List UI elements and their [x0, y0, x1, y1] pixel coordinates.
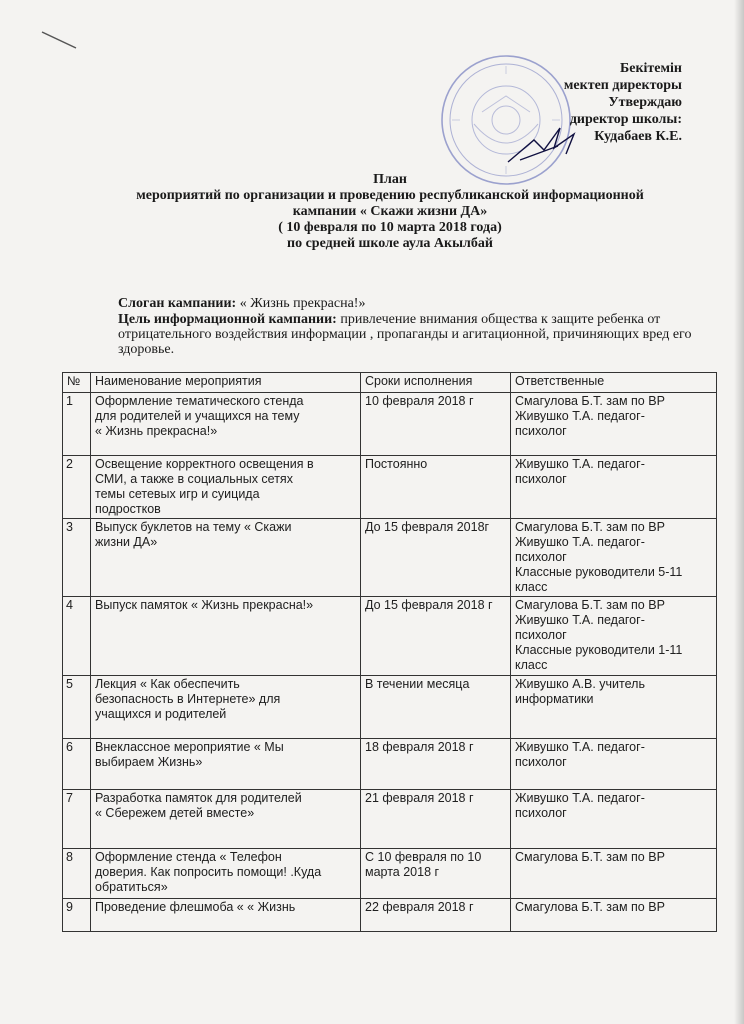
title-line-3: кампании « Скажи жизни ДА»: [292, 204, 488, 219]
row-number: 4: [63, 597, 91, 676]
event-name: Освещение корректного освещения в СМИ, а также в социальных сетях темы сетевых игр и суицида подростков: [91, 456, 361, 519]
event-name: Проведение флешмоба « « Жизнь: [91, 899, 361, 932]
campaign-goal: [118, 312, 698, 357]
table-row: [63, 456, 717, 519]
event-name: Выпуск памяток « Жизнь прекрасна!»: [91, 597, 361, 676]
table-row: [63, 739, 717, 790]
title-line-4: ( 10 февраля по 10 марта 2018 года): [278, 220, 502, 235]
table-header-row: [63, 373, 717, 393]
campaign-slogan: [118, 296, 365, 312]
goal-label: Цель информационной кампании:: [118, 312, 337, 327]
approval-ru-line1: Утверждаю: [608, 95, 682, 110]
title-line-1: План: [373, 172, 407, 187]
approval-ru-line2: директор школы:: [569, 112, 682, 127]
event-responsible: Живушко Т.А. педагог- психолог: [511, 456, 717, 519]
pencil-mark: [40, 30, 80, 52]
event-name: Оформление стенда « Телефон доверия. Как попросить помощи! .Куда обратиться»: [91, 849, 361, 899]
goal-value: привлечение внимания общества к защите ребенка от отрицательного воздействия информации , пропаганды и агитационной, причиняющих вред его здоровье.: [118, 312, 692, 357]
event-deadline: 22 февраля 2018 г: [361, 899, 511, 932]
event-deadline: 18 февраля 2018 г: [361, 739, 511, 790]
header-deadline: Сроки исполнения: [361, 373, 511, 393]
table-row: [63, 899, 717, 932]
event-name: Лекция « Как обеспечить безопасность в Интернете» для учащихся и родителей: [91, 676, 361, 739]
event-responsible: Живушко Т.А. педагог- психолог: [511, 790, 717, 849]
event-deadline: С 10 февраля по 10 марта 2018 г: [361, 849, 511, 899]
events-table: [62, 372, 717, 932]
slogan-value: « Жизнь прекрасна!»: [236, 296, 366, 311]
row-number: 3: [63, 519, 91, 597]
event-responsible: Смагулова Б.Т. зам по ВР Живушко Т.А. педагог- психолог Классные руководители 1-11 класс: [511, 597, 717, 676]
approval-director-name: Кудабаев К.Е.: [594, 129, 682, 144]
header-number: №: [63, 373, 91, 393]
row-number: 5: [63, 676, 91, 739]
table-row: [63, 519, 717, 597]
slogan-label: Слоган кампании:: [118, 296, 237, 311]
event-name: Разработка памяток для родителей « Сбережем детей вместе»: [91, 790, 361, 849]
header-event-name: Наименование мероприятия: [91, 373, 361, 393]
title-line-5: по средней школе аула Акылбай: [287, 236, 493, 251]
row-number: 6: [63, 739, 91, 790]
event-responsible: Живушко Т.А. педагог- психолог: [511, 739, 717, 790]
event-responsible: Смагулова Б.Т. зам по ВР Живушко Т.А. педагог- психолог Классные руководители 5-11 класс: [511, 519, 717, 597]
event-responsible: Смагулова Б.Т. зам по ВР: [511, 849, 717, 899]
table-row: [63, 676, 717, 739]
row-number: 1: [63, 393, 91, 456]
event-responsible: Смагулова Б.Т. зам по ВР: [511, 899, 717, 932]
approval-kz-line1: Бекітемін: [619, 61, 682, 76]
table-row: [63, 790, 717, 849]
table-row: [63, 597, 717, 676]
event-deadline: Постоянно: [361, 456, 511, 519]
event-deadline: В течении месяца: [361, 676, 511, 739]
header-responsible: Ответственные: [511, 373, 717, 393]
row-number: 7: [63, 790, 91, 849]
row-number: 2: [63, 456, 91, 519]
document-title: [100, 172, 680, 252]
event-deadline: До 15 февраля 2018г: [361, 519, 511, 597]
event-deadline: До 15 февраля 2018 г: [361, 597, 511, 676]
approval-kz-line2: мектеп директоры: [563, 78, 682, 93]
title-line-2: мероприятий по организации и проведению республиканской информационной: [136, 188, 644, 203]
event-name: Выпуск буклетов на тему « Скажи жизни ДА»: [91, 519, 361, 597]
scan-edge-shadow: [734, 0, 744, 1024]
table-row: [63, 849, 717, 899]
event-responsible: Смагулова Б.Т. зам по ВР Живушко Т.А. педагог- психолог: [511, 393, 717, 456]
table-row: [63, 393, 717, 456]
approval-block: [564, 60, 682, 145]
row-number: 9: [63, 899, 91, 932]
event-deadline: 21 февраля 2018 г: [361, 790, 511, 849]
event-name: Оформление тематического стенда для родителей и учащихся на тему « Жизнь прекрасна!»: [91, 393, 361, 456]
event-responsible: Живушко А.В. учитель информатики: [511, 676, 717, 739]
row-number: 8: [63, 849, 91, 899]
event-deadline: 10 февраля 2018 г: [361, 393, 511, 456]
event-name: Внеклассное мероприятие « Мы выбираем Жизнь»: [91, 739, 361, 790]
